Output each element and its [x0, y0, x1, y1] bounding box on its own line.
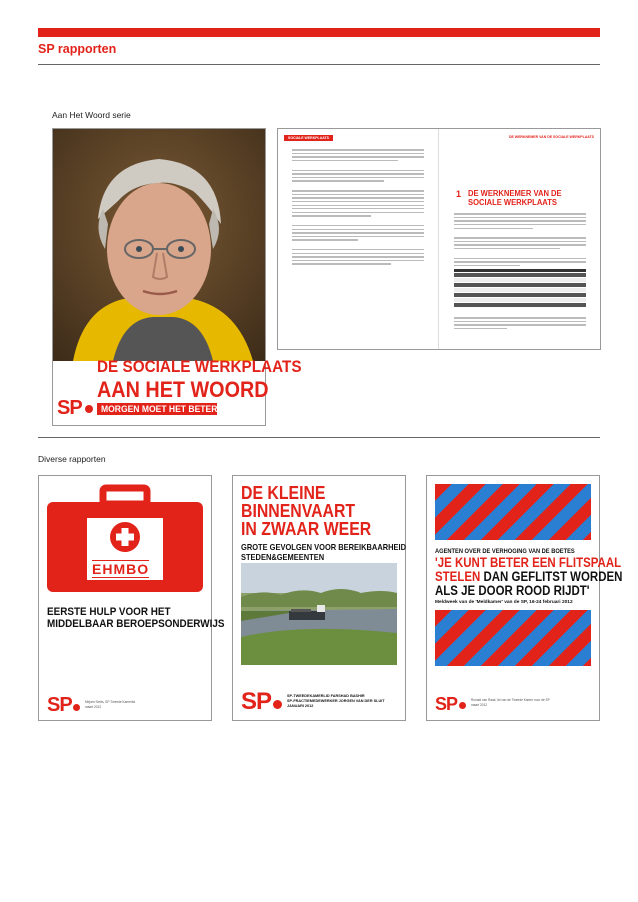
report-cover-ehmbo[interactable] [38, 475, 225, 721]
right-page-footer-text [454, 315, 586, 332]
header-divider [38, 64, 600, 65]
tomato-icon [85, 405, 93, 413]
cover-credit-line2: SP-FRACTIEMEDEWERKER JORGEN VAN DER SLUIT [287, 699, 385, 703]
stripes-bottom [435, 610, 591, 666]
cover-subtitle-line1: GROTE GEVOLGEN VOOR BEREIKBAARHEID [241, 542, 406, 552]
cover-credit-line2: maart 2012 [471, 703, 488, 707]
cover-quote-line1: 'JE KUNT BETER EEN FLITSPAAL [435, 555, 622, 570]
cover-credit-line1: Ronald van Raak, lid van de Tweede Kamer voor de SP [471, 698, 550, 702]
report-cover-binnenvaart[interactable] [232, 475, 406, 721]
cover-title-line2: MIDDELBAAR BEROEPSONDERWIJS [47, 618, 225, 630]
quote-rest: DAN GEFLITST WORDEN [480, 569, 623, 584]
cover-credit-line3: JANUARI 2012 [287, 704, 314, 708]
page-title: SP rapporten [38, 42, 117, 56]
tomato-icon [273, 700, 282, 709]
left-page-tab: SOCIALE WERKPLAATS [284, 135, 333, 141]
cover-credit-line1: SP-TWEEDEKAMERLID FARSHAD BASHIR [287, 694, 365, 698]
cover-title-line2: BINNENVAART [241, 501, 356, 521]
section-label-diverse-rapporten: Diverse rapporten [38, 454, 106, 464]
cover-quote-line3: ALS JE DOOR ROOD RIJDT' [435, 583, 590, 598]
sp-logo: SP [241, 688, 272, 715]
cover-credit-line1: Mirjam Smits, SP-Tweede Kamerlid [85, 700, 136, 704]
sp-logo: SP [47, 694, 72, 716]
section-divider [38, 437, 600, 438]
data-table [454, 269, 586, 312]
header-red-bar [38, 28, 600, 37]
cover-subtitle-line2: STEDEN&GEMEENTEN [241, 552, 325, 562]
section-label-aan-het-woord: Aan Het Woord serie [52, 110, 131, 120]
left-page-body [292, 147, 424, 267]
stripes-top [435, 484, 591, 540]
cover-title-line1: DE KLEINE [241, 483, 326, 503]
cover-slogan: MORGEN MOET HET BETER [101, 404, 218, 414]
page-gutter [438, 129, 439, 349]
cover-title-line1: EERSTE HULP VOOR HET [47, 606, 171, 618]
cover-credit-line2: maart 2012 [85, 705, 102, 709]
cover-kicker: AGENTEN OVER DE VERHOGING VAN DE BOETES [435, 548, 575, 555]
report-spread-pages[interactable] [277, 128, 601, 350]
right-page-tab: DE WERKNEMER VAN DE SOCIALE WERKPLAATS [508, 135, 594, 139]
tomato-icon [459, 702, 466, 709]
quote-highlight: STELEN [435, 569, 481, 584]
cover-title-line2: AAN HET WOORD [97, 377, 269, 402]
kit-label: EHMBO [92, 561, 150, 577]
chapter-number: 1 [456, 189, 462, 199]
cover-title-line3: IN ZWAAR WEER [241, 519, 372, 539]
report-cover-flitspaal[interactable] [426, 475, 623, 721]
cover-quote-line2 [435, 570, 622, 584]
cover-title-line1: DE SOCIALE WERKPLAATS [97, 357, 302, 376]
sp-logo: SP [435, 694, 458, 714]
report-cover-sociale-werkplaats[interactable] [52, 128, 302, 426]
chapter-title-line1: DE WERKNEMER VAN DE [468, 189, 562, 198]
tomato-icon [73, 704, 80, 711]
sp-logo: SP [57, 397, 82, 419]
cover-subtitle: Meldweek van de 'Meldkamer' van de SP, 16-24 februari 2012 [435, 600, 573, 605]
right-page-body [454, 211, 586, 269]
portrait-photo [53, 129, 265, 361]
barge-photo [241, 563, 397, 665]
chapter-title-line2: SOCIALE WERKPLAATS [468, 198, 557, 207]
